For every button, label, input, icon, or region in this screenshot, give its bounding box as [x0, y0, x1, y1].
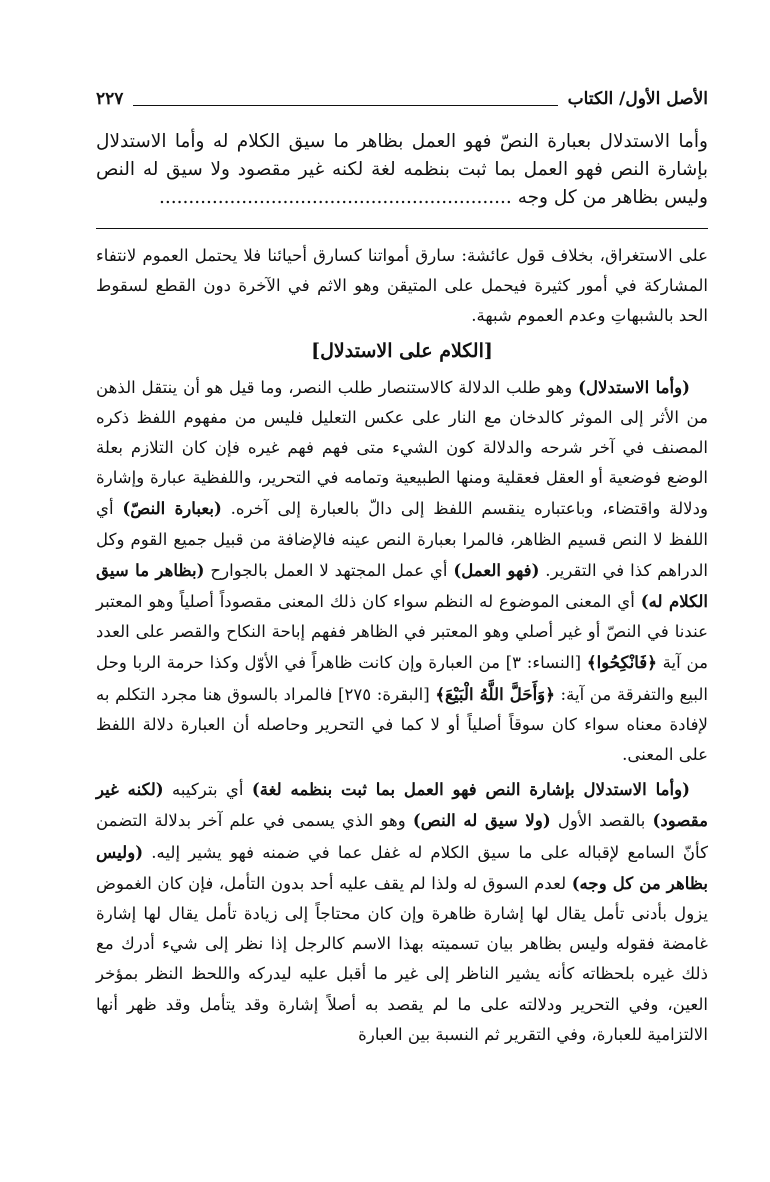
commentary-text: [النساء: ٣] من العبارة وإن كانت ظاهراً في الأوّل وكذا حرمة الربا وحل البيع والتفرقة من آية: — [96, 653, 708, 704]
commentary-text: وهو الذي يسمى في علم آخر بدلالة التضمن كأنّ السامع لإقباله على ما سيق الكلام له غفل عما في ضمنه فهو يشير إليه. — [96, 811, 708, 862]
book-page — [96, 84, 708, 1050]
bold-term: (وليس بظاهر من كل وجه) — [96, 841, 708, 893]
page-header — [96, 84, 708, 114]
bold-term: (بظاهر ما سيق الكلام له) — [96, 559, 708, 612]
commentary-text: أي اللفظ لا النص قسيم الظاهر، فالمرا بعبارة النص عينه فالإضافة من قبيل جميع القوم وكل الدراهم كذا في التقرير. — [96, 499, 708, 580]
page-number: ٢٢٧ — [96, 89, 124, 109]
running-title: الأصل الأول/ الكتاب — [567, 89, 708, 109]
main-text — [96, 128, 708, 212]
header-rule — [133, 93, 557, 106]
main-text-dots: ............................................................ — [158, 187, 512, 208]
bold-term: (وأما الاستدلال بإشارة النص فهو العمل بما ثبت بنظمه لغة) — [251, 779, 691, 800]
section-heading: [الكلام على الاستدلال] — [311, 339, 493, 362]
commentary-text: لعدم السوق له ولذا لم يقف عليه أحد بدون التأمل، فإن كان الغموض يزول بأدنى تأمل يقال لها إشارة ظاهرة وإن كان محتاجاً إلى زيادة تأمل يقال لها إشارة غامضة فقوله وليس بظاهر بيان تسميته بهذا الاسم كالرجل إذا نظر إلى شيء أدرك مع ذلك غيره بلحظاته كأنه يشير الناظر إلى غير ما أقبل عليه ليدركه واللحظ النظر بمؤخر العين، وفي التحرير ودلالته على ما لم يقصد به أصلاً إشارة وقد يتأمل وقد ظهر أنها الالتزامية للعبارة، وفي التقرير ثم النسبة بين العبارة — [96, 873, 708, 1044]
main-text-body: وأما الاستدلال بعبارة النصّ فهو العمل بظاهر ما سيق الكلام له وأما الاستدلال بإشارة النص فهو العمل بما ثبت بنظمه لغة لكنه غير مقصود ولا سيق له النص وليس بظاهر من كل وجه — [96, 131, 708, 208]
commentary-paragraph-1: على الاستغراق، بخلاف قول عائشة: سارق أمواتنا كسارق أحيائنا فلا يحتمل العموم لانتفاء المشاركة في أمور كثيرة فيحمل على المتيقن وهو الاثم في الآخرة دون القطع لسقوط الحد بالشبهاتِ وعدم العموم شبهة. — [96, 246, 708, 326]
commentary-text: [البقرة: ٢٧٥] فالمراد بالسوق هنا مجرد التكلم به لإفادة معناه سواء كان سوقاً أصلياً أو لا كما في التحرير وحاصله أن العبارة دلالة اللفظ على المعنى. — [96, 684, 708, 765]
commentary-text: أي بتركيبه — [163, 780, 252, 800]
commentary-text: بالقصد الأول — [550, 811, 653, 831]
quran-quote: ﴿فَانْكِحُوا﴾ — [586, 652, 657, 673]
quran-quote: ﴿وَأَحَلَّ اللَّهُ الْبَيْعَ﴾ — [435, 683, 555, 704]
bold-term: (بعبارة النصّ) — [122, 498, 222, 519]
text-separator — [96, 228, 708, 229]
commentary-paragraph-2 — [96, 372, 708, 771]
commentary-text: أي عمل المجتهد لا العمل بالجوارح — [204, 560, 454, 580]
bold-term: (ولا سيق له النص) — [412, 810, 551, 831]
commentary — [96, 241, 708, 1050]
commentary-text: وهو طلب الدلالة كالاستنصار طلب النصر، وما قيل هو أن ينتقل الذهن من الأثر إلى الموثر كالدخان مع النار على عكس التعليل فليس من مفهوم اللفظ ذكره المصنف في آخر شرحه والدلالة كون الشيء متى فهم فهم غيره فإن كان التلازم بعلة الوضع فوضعية أو العقل فعقلية ومنها الطبيعية وتمامه في التحرير، واللفظية عبارة وإشارة ودلالة واقتضاء، وباعتباره ينقسم اللفظ إلى دالّ بالعبارة إلى آخره. — [96, 377, 709, 519]
bold-term: (فهو العمل) — [453, 559, 540, 580]
commentary-text: أي المعنى الموضوع له النظم سواء كان ذلك المعنى مقصوداً أصلياً وهو المعتبر عندنا في النصّ أو غير أصلي وهو المعتبر في الظاهر ففهم إباحة النكاح والقصر على العدد من آية — [96, 592, 708, 673]
commentary-paragraph-3 — [96, 774, 708, 1050]
bold-term: (وأما الاستدلال) — [578, 376, 690, 397]
bold-term: (لكنه غير مقصود) — [96, 779, 708, 831]
